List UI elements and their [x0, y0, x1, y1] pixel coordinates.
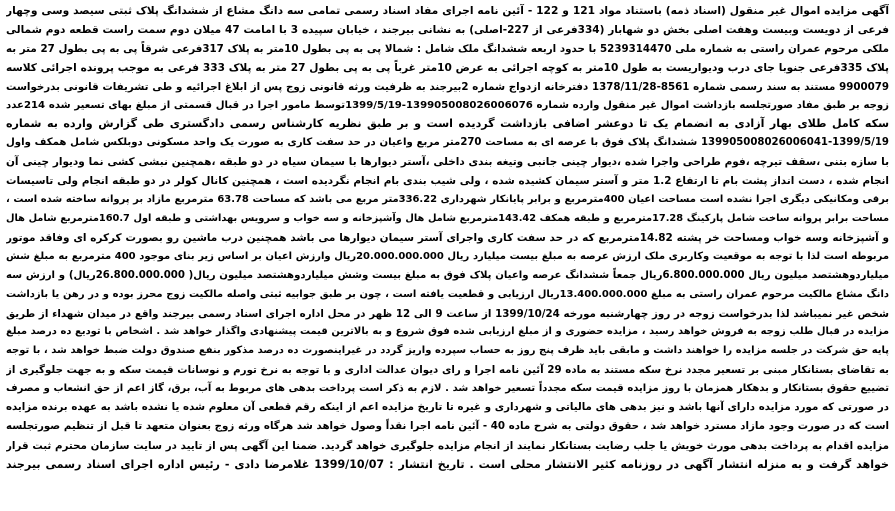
notice-line-3: ملکی مرحوم عمران راستی به شماره ملی 5239314470 با حدود اربعه ششدانگ ملک شامل : شمالا پی به پی بطول 10متر به پلاک 317فرعی شرقاً پی به پی بطول 27 متر به	[6, 42, 889, 55]
notice-line-25: خواهد گرفت و به منزله انتشار آگهی در روزنامه کثیر الانتشار محلی است . تاریخ انتشار : 1399/10/07 غلامرضا دادی - رئیس اداره اجرای اسناد رسمی بیرجند	[6, 457, 889, 471]
notice-line-14: مربوطه است لذا با توجه به موقعیت وکاربری ملک ارزش عرصه به مبلغ بیست میلیارد ریال 20.000.000.000ریال وارزش اعیان بر اساس زیر بنای موجود 400 مترمربع به مبلغ شش	[6, 250, 889, 262]
notice-line-5: 9900079 مستند به سند رسمی شماره 8561-1378/11/28 دفترخانه ازدواج شماره 2بیرجند به ظرفیت ورثه قانونی زوج پس از ابلاغ اجرائیه و طی تشریفات قانونی بدرخواست	[6, 80, 889, 93]
notice-line-26	[6, 475, 889, 494]
notice-line-8: 139905008026006041-1399/5/19 ششدانگ پلاک فوق با عرصه ای به مساحت 270متر مربع واعیان در حد سفت کاری به صورت یک واحد مسکونی دوبلکس شامل همکف واول	[6, 137, 889, 149]
notice-line-16: دانگ مشاع مالکیت مرحوم عمران راستی به مبلغ 13.400.000.000ریال ارزیابی و قطعیت یافته است ، چون بر طبق جوابیه ثبتی واصله مالکیت زوج محرز بوده و در رهن یا بازداشت	[6, 288, 889, 300]
notice-line-19: پایه حق شرکت در جلسه مزایده را خواهند داشت و مابقی باید ظرف پنج روز به حساب سپرده واریز گردد در غیراینصورت ده درصد مذکور بنفع صندوق دولت ضبط خواهد شد ، با توجه	[6, 345, 889, 357]
notice-line-7: سکه کامل طلای بهار آزادی به انضمام یک تا دوعشر اضافی بازداشت گردیده است و بر طبق نظریه کارشناس رسمی دادگستری طی گزارش وارده به شماره	[6, 117, 889, 131]
notice-line-4: پلاک 335فرعی جنوبا جای درب ودیواریست به طول 10متر به کوچه اجرائی به عرض 10متر غرباً پی به پی بطول 27 متر به پلاک 333 فرعی به موجب پرونده اجرائی کلاسه	[6, 61, 889, 74]
notice-line-6: زوجه بر طبق مفاد صورتجلسه بازداشت اموال غیر منقول وارده شماره 139905008026006076-1399/5/19توسط مامور اجرا در قبال قسمتی از مبلغ بهای تسعیر شده 214عدد	[6, 99, 889, 111]
notice-line-11: برقی ومکانیکی دیگری اجرا نشده است مساحت اعیان 400مترمربع و برابر پایانکار شهرداری 336.22متر مربع می باشد که مساحت 63.78 مترمربع مازاد بر پروانه ساخته شده است ،	[6, 194, 889, 206]
notice-line-1: آگهی مزایده اموال غیر منقول (اسناد ذمه) باستناد مواد 121 و 122 - آئین نامه اجرای مفاد اسناد رسمی تمامی سه دانگ مشاع از ششدانگ پلاک ثبتی سیصد وسی وچهار	[6, 4, 889, 17]
notice-line-24: مزایده اقدام به پرداخت بدهی مورث خویش یا جلب رضایت بستانکار نمایند از انجام مزایده جلوگیری خواهد گردید. ضمنا این آگهی پس از تایید در سایت سازمان محترم ثبت قرار	[6, 439, 889, 452]
notice-line-18: مزایده در قبال طلب زوجه به فروش خواهد رسید ، مزایده حضوری و از مبلغ ارزیابی شده فوق شروع و به بالاترین قیمت پیشنهادی واگذار خواهد شد . اشخاص با تودیع ده درصد مبلغ	[6, 326, 889, 338]
notice-line-15: میلیاردوهشتصد میلیون ریال 6.800.000.000ریال جمعاً ششدانگ عرصه واعیان پلاک فوق به مبلغ بیست وشش میلیاردوهشتصد میلیون ریال( 26.800.000.000ریال) و ارزش سه	[6, 269, 889, 281]
notice-line-17: شخص غیر نمیباشد لذا بدرخواست زوجه در روز چهارشنبه مورخه 1399/10/24 از ساعت 9 الی 12 ظهر در محل اداره اجرای اسناد رسمی بیرجند واقع در میدان شهداء از طریق	[6, 307, 889, 320]
notice-line-12: مساحت برابر پروانه ساخت شامل پارکینگ 17.28مترمربع و طبقه همکف 143.42مترمربع شامل هال وآشپزخانه و سه خواب و سرویس بهداشتی و طبقه اول 160.7مترمربع شامل هال	[6, 212, 889, 224]
notice-line-9: با سازه بتنی ،سقف تیرچه ،فوم طراحی واجرا شده ،دیوار چینی جانبی وتیغه بندی داخلی ،آستر دیوارها با سیمان سیاه در دو طبقه ،همچنین نبشی کشی نما ودیوار چینی آن	[6, 156, 889, 169]
notice-line-23: است که در صورت وجود مازاد مسترد خواهد شد ، حقوق دولتی به شرح ماده 40 - آئین نامه اجرا نقداً وصول خواهد شد هرگاه ورثه زوج بعنوان متعهد تا قبل از تنظیم صورتجلسه	[6, 420, 889, 432]
notice-line-20: به تقاضای بستانکار مبنی بر تسعیر مجدد نرخ سکه مستند به ماده 29 آئین نامه اجرا و رای دیوان عدالت اداری و با توجه به نرخ تورم و نوسانات قیمت سکه و به جهت جلوگیری از	[6, 364, 889, 377]
notice-line-21: تضییع حقوق بستانکار و بدهکار همزمان با روز مزایده قیمت سکه مجدداً تسعیر خواهد شد . لازم به ذکر است پرداخت بدهی های مربوط به آب، برق، گاز اعم از حق انشعاب و مصرف	[6, 383, 889, 395]
notice-line-13: و آشپزخانه وسه خواب ومساحت خر پشته 14.82مترمربع که در حد سفت کاری واجرای آستر سیمان دیوارها می باشد همچنین درب ماشین رو بصورت کرکره ای وفاقد موتور	[6, 231, 889, 244]
notice-line-2: فرعی از دویست وبیست وهفت اصلی بخش دو شهابار (334فرعی از 227-اصلی) به نشانی بیرجند ، خیابان سپیده 3 با امامت 47 میلان دوم سمت راست قطعه دوم شمالی	[6, 23, 889, 36]
notice-line-22: در صورتی که مورد مزایده دارای آنها باشد و نیز بدهی های مالیاتی و شهرداری و غیره تا تاریخ مزایده اعم از اینکه رقم قطعی آن معلوم شده یا نشده باشد به عهده برنده مزایده	[6, 402, 889, 414]
notice-line-10: انجام شده ، دست انداز پشت بام تا ارتفاع 1.2 متر و آستر سیمان کشیده شده ، ولی شیب بندی بام انجام نگردیده است ، همچنین کانال کولر در دو طبقه انجام ولی تاسیسات	[6, 175, 889, 188]
